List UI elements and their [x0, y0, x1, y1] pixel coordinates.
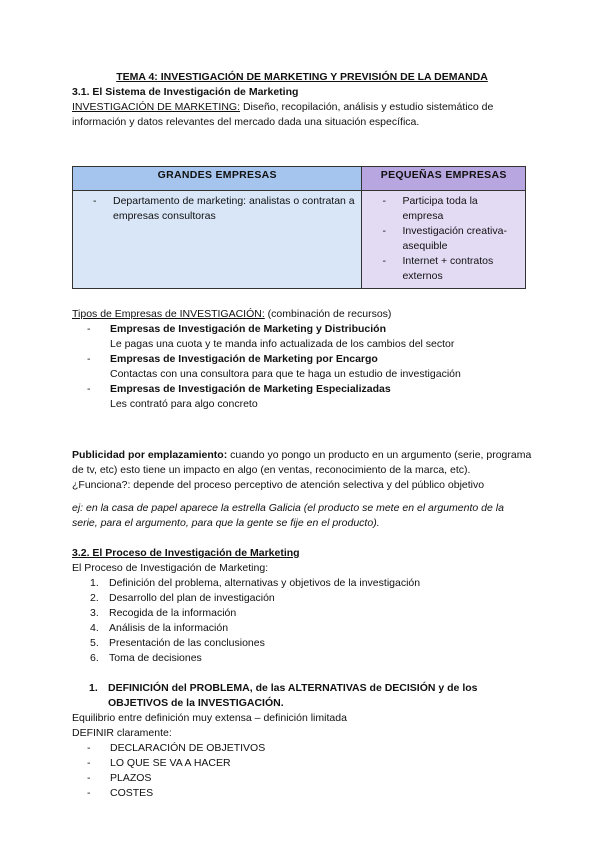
step-number: 3. — [90, 607, 99, 619]
publicidad-question: ¿Funciona?: depende del proceso perceptivo de atención selectiva y del público objetivo — [72, 479, 485, 491]
step-number: 6. — [90, 652, 99, 664]
step1-define-label: DEFINIR claramente: — [72, 727, 172, 739]
definition-text: Diseño, recopilación, análisis y estudio sistemático de información y datos relevantes del mercado dada una situación específica. — [72, 101, 494, 128]
step-text: Desarrollo del plan de investigación — [109, 592, 275, 604]
list-item — [72, 576, 532, 591]
definition-term: INVESTIGACIÓN DE MARKETING: — [72, 101, 241, 113]
tipos-paragraph — [72, 307, 532, 322]
header-grandes-empresas: GRANDES EMPRESAS — [73, 167, 362, 191]
list-item: - COSTES — [72, 786, 532, 801]
step-text: Toma de decisiones — [109, 652, 202, 664]
list-item: - Empresas de Investigación de Marketing y Distribución — [72, 322, 532, 337]
definition-paragraph — [72, 100, 532, 130]
header-pequenas-empresas: PEQUEÑAS EMPRESAS — [362, 167, 526, 191]
step1-balance: Equilibrio entre definición muy extensa – definición limitada — [72, 712, 347, 724]
publicidad-paragraph — [72, 448, 532, 478]
list-item — [72, 636, 532, 651]
tipos-list-3 — [72, 382, 532, 397]
document-title: TEMA 4: INVESTIGACIÓN DE MARKETING Y PREVISIÓN DE LA DEMANDA — [116, 71, 488, 83]
list-item-desc: Les contrató para algo concreto — [110, 398, 258, 410]
cell-grandes-empresas — [73, 191, 362, 289]
list-item: - Empresas de Investigación de Marketing por Encargo — [72, 352, 532, 367]
list-item — [72, 606, 532, 621]
define-list — [72, 741, 532, 801]
list-item-desc: Le pagas una cuota y te manda info actualizada de los cambios del sector — [110, 338, 455, 350]
list-item: - Investigación creativa-asequible — [368, 224, 519, 254]
list-item: - Empresas de Investigación de Marketing Especializadas — [72, 382, 532, 397]
list-item: - DECLARACIÓN DE OBJETIVOS — [72, 741, 532, 756]
company-size-table — [72, 166, 526, 289]
step1-heading — [72, 681, 532, 711]
document-page — [72, 70, 532, 801]
tipos-note: (combinación de recursos) — [264, 308, 392, 320]
process-intro: El Proceso de Investigación de Marketing: — [72, 562, 269, 574]
step1-number: 1. — [89, 682, 98, 694]
section-heading-3-2: 3.2. El Proceso de Investigación de Marketing — [72, 547, 300, 559]
list-item-desc: Contactas con una consultora para que te haga un estudio de investigación — [110, 368, 461, 380]
list-item: - Internet + contratos externos — [368, 254, 519, 284]
step-number: 1. — [90, 577, 99, 589]
list-item — [72, 621, 532, 636]
step-number: 5. — [90, 637, 99, 649]
list-item: - Participa toda la empresa — [368, 194, 519, 224]
step-text: Recogida de la información — [109, 607, 237, 619]
step-text: Presentación de las conclusiones — [109, 637, 265, 649]
process-steps-list — [72, 576, 532, 666]
step-number: 2. — [90, 592, 99, 604]
cell-pequenas-empresas — [362, 191, 526, 289]
publicidad-term: Publicidad por emplazamiento: — [72, 449, 228, 461]
list-item: - Departamento de marketing: analistas o contratan a empresas consultoras — [79, 194, 355, 224]
publicidad-text: cuando yo pongo un producto en un argumento (serie, programa de tv, etc) esto tiene un impacto en algo (en ventas, reconocimiento de la marca, etc). — [72, 449, 532, 476]
list-item: - LO QUE SE VA A HACER — [72, 756, 532, 771]
step1-heading-text: DEFINICIÓN del PROBLEMA, de las ALTERNATIVAS de DECISIÓN y de los OBJETIVOS de la INVESTIGACIÓN. — [108, 682, 478, 709]
list-item: - PLAZOS — [72, 771, 532, 786]
tipos-list-2 — [72, 352, 532, 367]
list-item — [72, 651, 532, 666]
step-text: Análisis de la información — [109, 622, 229, 634]
step-number: 4. — [90, 622, 99, 634]
tipos-label: Tipos de Empresas de INVESTIGACIÓN: — [72, 308, 265, 320]
step-text: Definición del problema, alternativas y objetivos de la investigación — [109, 577, 421, 589]
section-heading-3-1: 3.1. El Sistema de Investigación de Marketing — [72, 86, 299, 98]
publicidad-example: ej: en la casa de papel aparece la estrella Galicia (el producto se mete en el argumento de la serie, para el argumento, para que la gente se fije en el producto). — [72, 502, 504, 529]
tipos-list — [72, 322, 532, 337]
list-item — [72, 591, 532, 606]
